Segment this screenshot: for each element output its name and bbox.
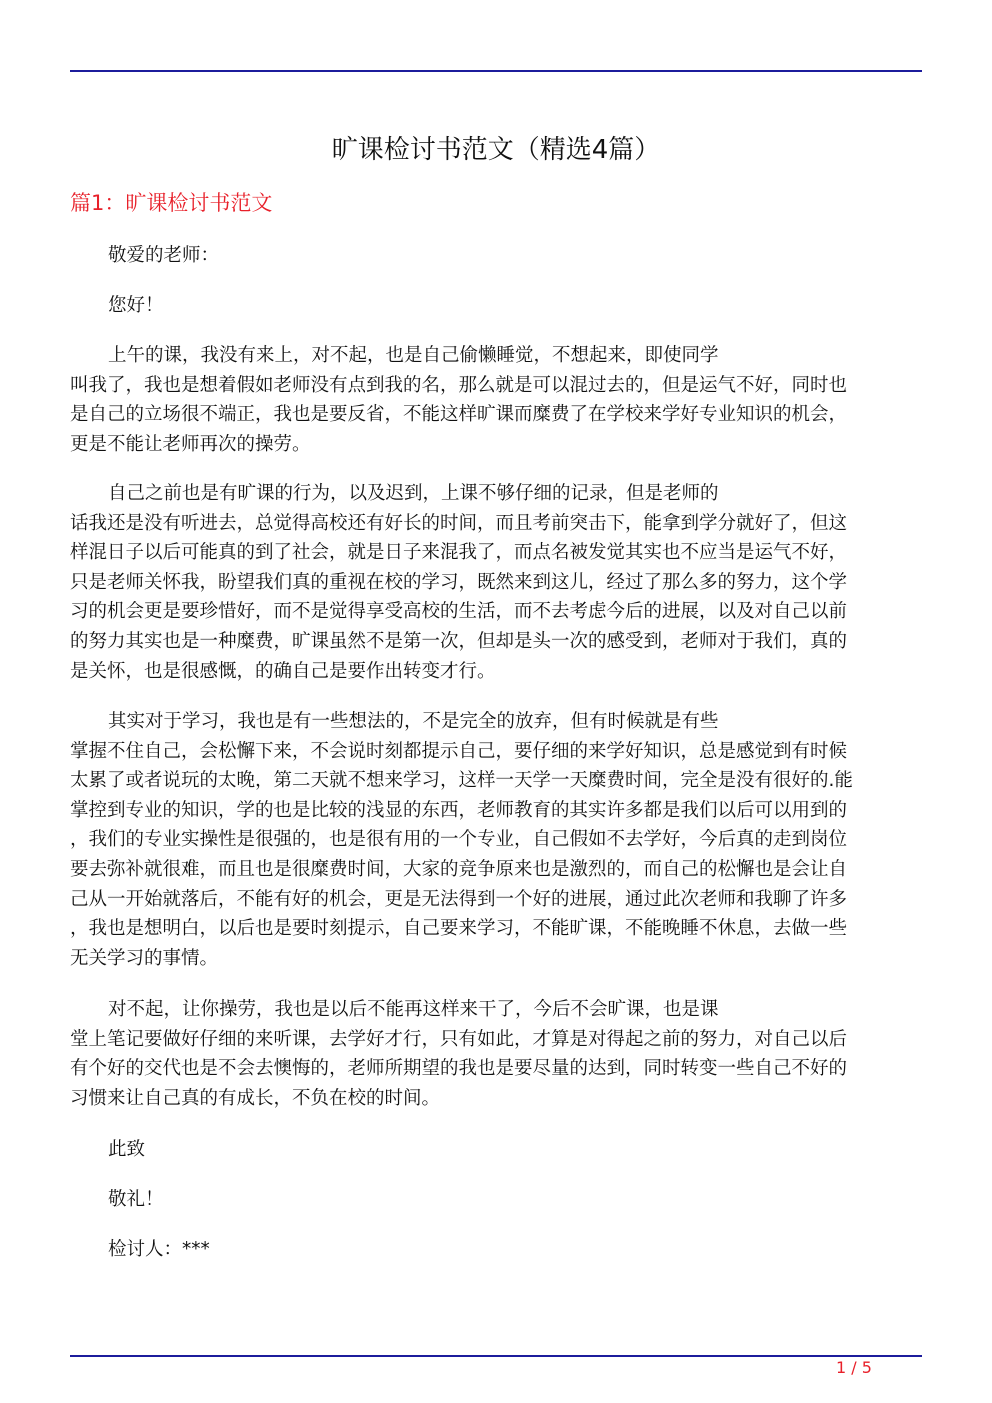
- section-heading: 篇1：旷课检讨书范文: [70, 191, 273, 215]
- text-line: 是关怀，也是很感慨，的确自己是要作出转变才行。: [70, 660, 496, 682]
- text-line: 更是不能让老师再次的操劳。: [70, 433, 311, 455]
- paragraph: [70, 707, 930, 973]
- header-rule: [70, 70, 922, 72]
- paragraph: [70, 479, 930, 686]
- footer-rule: [70, 1355, 922, 1357]
- text-line: 检讨人：***: [108, 1239, 210, 1260]
- text-line: 敬爱的老师：: [108, 245, 220, 266]
- text-line: 敬礼！: [108, 1189, 164, 1210]
- page-number: 1 / 5: [836, 1358, 872, 1377]
- paragraph: [70, 995, 930, 1113]
- text-line: 己从一开始就落后，不能有好的机会，更是无法得到一个好的进展，通过此次老师和我聊了许多: [70, 888, 848, 910]
- text-line: 堂上笔记要做好仔细的来听课，去学好才行，只有如此，才算是对得起之前的努力，对自己以后: [70, 1028, 848, 1050]
- text-line: 样混日子以后可能真的到了社会，就是日子来混我了，而点名被发觉其实也不应当是运气不好，: [70, 542, 848, 564]
- paragraph: [70, 241, 930, 271]
- paragraph: [70, 291, 930, 321]
- paragraph: [70, 341, 930, 459]
- text-line: ，我们的专业实操性是很强的，也是很有用的一个专业，自己假如不去学好，今后真的走到岗位: [70, 829, 848, 851]
- text-line: 掌控到专业的知识，学的也是比较的浅显的东西，老师教育的其实许多都是我们以后可以用到的: [70, 799, 848, 821]
- text-line: 的努力其实也是一种糜费，旷课虽然不是第一次，但却是头一次的感受到，老师对于我们，真的: [70, 630, 848, 652]
- text-line: 叫我了，我也是想着假如老师没有点到我的名，那么就是可以混过去的，但是运气不好，同时也: [70, 374, 848, 396]
- text-line: 自己之前也是有旷课的行为，以及迟到，上课不够仔细的记录，但是老师的: [108, 483, 719, 504]
- text-line: 此致: [108, 1139, 146, 1160]
- text-line: 上午的课，我没有来上，对不起，也是自己偷懒睡觉，不想起来，即使同学: [108, 345, 719, 366]
- text-line: 有个好的交代也是不会去懊悔的，老师所期望的我也是要尽量的达到，同时转变一些自己不好的: [70, 1058, 848, 1080]
- text-line: 其实对于学习，我也是有一些想法的，不是完全的放弃，但有时候就是有些: [108, 711, 719, 732]
- text-line: 习的机会更是要珍惜好，而不是觉得享受高校的生活，而不去考虑今后的进展，以及对自己以前: [70, 601, 848, 623]
- text-line: 习惯来让自己真的有成长，不负在校的时间。: [70, 1087, 441, 1109]
- paragraph: [70, 1235, 930, 1265]
- text-line: 话我还是没有听进去，总觉得高校还有好长的时间，而且考前突击下，能拿到学分就好了，但这: [70, 512, 848, 534]
- text-line: 要去弥补就很难，而且也是很糜费时间，大家的竞争原来也是激烈的，而自己的松懈也是会让自: [70, 858, 848, 880]
- text-line: 掌握不住自己，会松懈下来，不会说时刻都提示自己，要仔细的来学好知识，总是感觉到有时候: [70, 740, 848, 762]
- text-line: 是自己的立场很不端正，我也是要反省，不能这样旷课而糜费了在学校来学好专业知识的机会，: [70, 404, 848, 426]
- text-line: 只是老师关怀我，盼望我们真的重视在校的学习，既然来到这儿，经过了那么多的努力，这个学: [70, 571, 848, 593]
- text-line: 您好！: [108, 295, 164, 316]
- paragraph: [70, 1185, 930, 1215]
- text-line: 无关学习的事情。: [70, 947, 219, 969]
- text-line: 对不起，让你操劳，我也是以后不能再这样来干了，今后不会旷课，也是课: [108, 999, 719, 1020]
- text-line: ，我也是想明白，以后也是要时刻提示，自己要来学习，不能旷课，不能晚睡不休息，去做一些: [70, 918, 848, 940]
- paragraph: [70, 1135, 930, 1165]
- text-line: 太累了或者说玩的太晚，第二天就不想来学习，这样一天学一天糜费时间，完全是没有很好的.能: [70, 770, 853, 792]
- document-title: 旷课检讨书范文（精选4篇）: [331, 135, 661, 165]
